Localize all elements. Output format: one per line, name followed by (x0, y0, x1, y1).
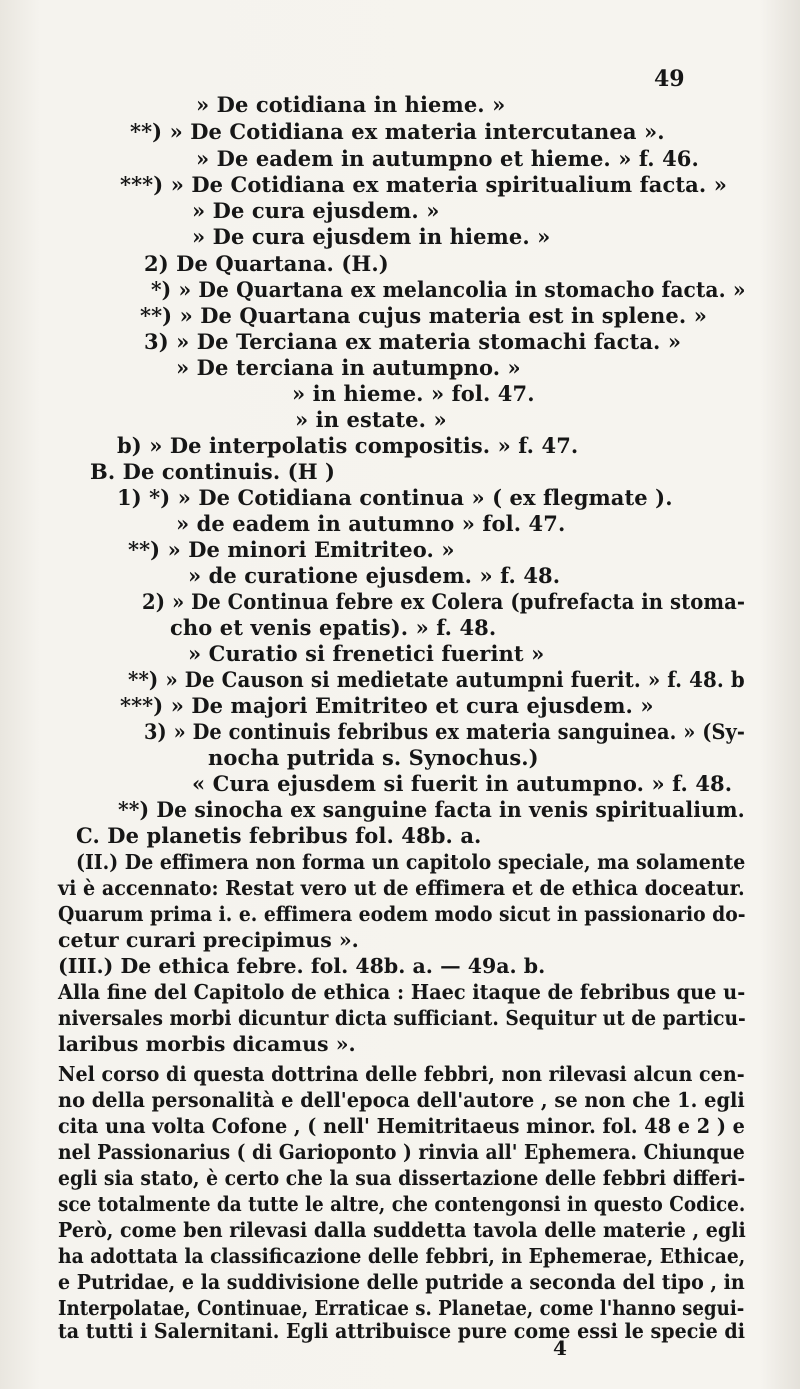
text-line: Interpolatae, Continuae, Erraticae s. Planetae, come l'hanno segui- (58, 1296, 745, 1320)
index-line: 3) » De continuis febribus ex materia sanguinea. » (Sy- (144, 719, 745, 744)
index-line: » De cura ejusdem. » (192, 198, 440, 223)
index-line: ***) » De majori Emitriteo et cura ejusdem. » (120, 693, 654, 718)
text-line: sce totalmente da tutte le altre, che contengonsi in questo Codice. (58, 1192, 746, 1216)
index-line: 2) De Quartana. (H.) (144, 251, 389, 276)
index-line: *) » De Quartana ex melancolia in stomacho facta. » (151, 277, 746, 302)
text-line: Quarum prima i. e. effimera eodem modo sicut in passionario do- (58, 902, 746, 926)
index-line: **) » De Quartana cujus materia est in splene. » (140, 303, 707, 328)
index-line: cho et venis epatis). » f. 48. (170, 615, 497, 640)
text-line: vi è accennato: Restat vero ut de effimera et de ethica doceatur. (58, 876, 745, 900)
index-line: 2) » De Continua febre ex Colera (pufrefacta in stoma- (142, 589, 746, 614)
index-line: » in hieme. » fol. 47. (292, 381, 535, 406)
index-line: » De terciana in autumpno. » (176, 355, 521, 380)
index-line: nocha putrida s. Synochus.) (208, 745, 539, 770)
text-line: laribus morbis dicamus ». (58, 1032, 356, 1056)
text-line: ha adottata la classificazione delle febbri, in Ephemerae, Ethicae, (58, 1244, 746, 1268)
index-line: **) » De minori Emitriteo. » (128, 537, 455, 562)
index-line: » De eadem in autumpno et hieme. » f. 46. (196, 146, 699, 171)
index-line: » de eadem in autumno » fol. 47. (176, 511, 566, 536)
index-line: b) » De interpolatis compositis. » f. 47. (117, 433, 579, 458)
text-line: cetur curari precipimus ». (58, 928, 359, 952)
index-line: **) » De Causon si medietate autumpni fuerit. » f. 48. b (128, 667, 745, 692)
index-line: « Cura ejusdem si fuerit in autumpno. » f. 48. (192, 771, 733, 796)
index-line: **) » De Cotidiana ex materia intercutanea ». (130, 119, 665, 144)
index-line: 1) *) » De Cotidiana continua » ( ex flegmate ). (117, 485, 673, 510)
index-line: C. De planetis febribus fol. 48b. a. (76, 823, 482, 848)
text-line: no della personalità e dell'epoca dell'autore , se non che 1. egli (58, 1088, 745, 1112)
index-line: » De cotidiana in hieme. » (196, 92, 506, 117)
text-line: cita una volta Cofone , ( nell' Hemitritaeus minor. fol. 48 e 2 ) e (58, 1114, 745, 1138)
signature-mark: 4 (553, 1336, 567, 1360)
index-line: » De cura ejusdem in hieme. » (192, 224, 551, 249)
text-line: Nel corso di questa dottrina delle febbri, non rilevasi alcun cen- (58, 1062, 745, 1086)
text-line: e Putridae, e la suddivisione delle putride a seconda del tipo , in (58, 1270, 745, 1294)
text-line: egli sia stato, è certo che la sua dissertazione delle febbri differi- (58, 1166, 746, 1190)
index-line: » de curatione ejusdem. » f. 48. (188, 563, 561, 588)
text-line: niversales morbi dicuntur dicta sufficiant. Sequitur ut de particu- (58, 1006, 746, 1030)
text-line: nel Passionarius ( di Garioponto ) rinvia all' Ephemera. Chiunque (58, 1140, 745, 1164)
text-line: Alla fine del Capitolo de ethica : Haec itaque de febribus que u- (58, 980, 746, 1004)
index-line: ***) » De Cotidiana ex materia spiritualium facta. » (120, 172, 727, 197)
index-line: » in estate. » (295, 407, 447, 432)
index-line: B. De continuis. (H ) (90, 459, 336, 484)
index-line: 3) » De Terciana ex materia stomachi facta. » (144, 329, 682, 354)
text-line: (III.) De ethica febre. fol. 48b. a. — 49a. b. (58, 954, 546, 978)
index-line: » Curatio si frenetici fuerint » (188, 641, 545, 666)
text-line: ta tutti i Salernitani. Egli attribuisce pure come essi le specie di (58, 1319, 745, 1343)
text-line: (II.) De effimera non forma un capitolo speciale, ma solamente (76, 850, 746, 874)
index-line: **) De sinocha ex sanguine facta in venis spiritualium. (118, 797, 745, 822)
page-number: 49 (654, 66, 685, 92)
text-line: Però, come ben rilevasi dalla suddetta tavola delle materie , egli (58, 1218, 746, 1242)
